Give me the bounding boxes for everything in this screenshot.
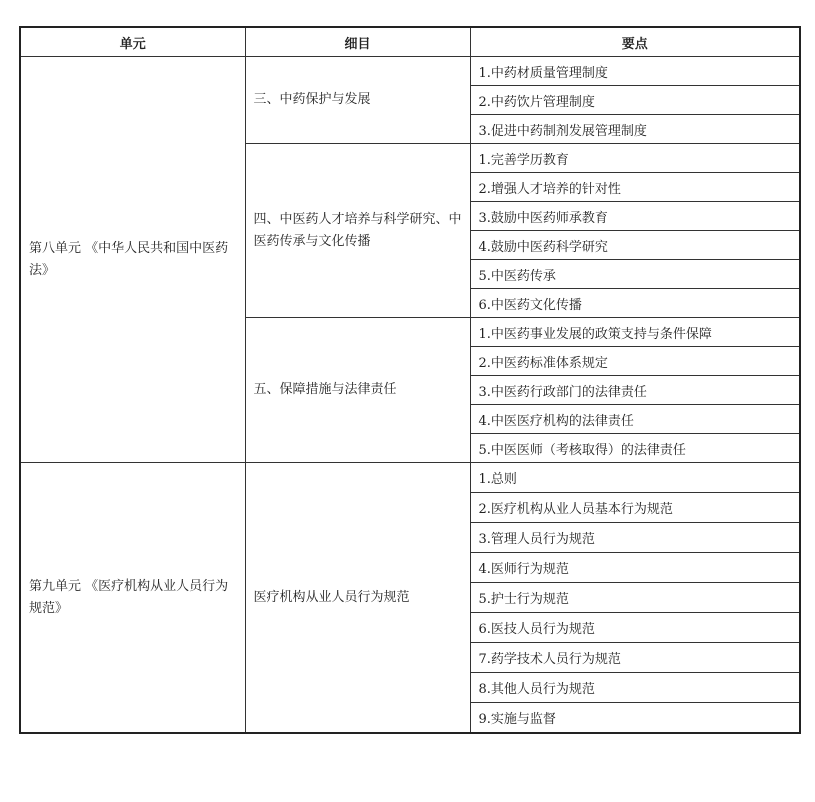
point-cell: 3.中医药行政部门的法律责任 [470,376,800,405]
header-unit: 单元 [20,27,245,57]
syllabus-table [19,26,801,734]
detail-cell: 医疗机构从业人员行为规范 [245,463,470,734]
point-cell: 5.中医医师（考核取得）的法律责任 [470,434,800,463]
header-detail: 细目 [245,27,470,57]
point-cell: 2.中医药标准体系规定 [470,347,800,376]
point-cell: 3.促进中药制剂发展管理制度 [470,115,800,144]
point-cell: 2.增强人才培养的针对性 [470,173,800,202]
point-cell: 4.鼓励中医药科学研究 [470,231,800,260]
point-cell: 1.中药材质量管理制度 [470,57,800,86]
point-cell: 3.管理人员行为规范 [470,523,800,553]
point-cell: 5.中医药传承 [470,260,800,289]
header-row [20,27,800,57]
detail-cell: 五、保障措施与法律责任 [245,318,470,463]
point-cell: 5.护士行为规范 [470,583,800,613]
header-points: 要点 [470,27,800,57]
point-cell: 2.医疗机构从业人员基本行为规范 [470,493,800,523]
unit-cell-9: 第九单元 《医疗机构从业人员行为规范》 [20,463,245,734]
table-row [20,57,800,86]
point-cell: 1.总则 [470,463,800,493]
point-cell: 2.中药饮片管理制度 [470,86,800,115]
point-cell: 6.中医药文化传播 [470,289,800,318]
point-cell: 7.药学技术人员行为规范 [470,643,800,673]
detail-cell: 四、中医药人才培养与科学研究、中医药传承与文化传播 [245,144,470,318]
point-cell: 1.中医药事业发展的政策支持与条件保障 [470,318,800,347]
point-cell: 8.其他人员行为规范 [470,673,800,703]
table-row [20,463,800,493]
point-cell: 4.医师行为规范 [470,553,800,583]
detail-cell: 三、中药保护与发展 [245,57,470,144]
point-cell: 3.鼓励中医药师承教育 [470,202,800,231]
point-cell: 4.中医医疗机构的法律责任 [470,405,800,434]
point-cell: 1.完善学历教育 [470,144,800,173]
point-cell: 9.实施与监督 [470,703,800,734]
point-cell: 6.医技人员行为规范 [470,613,800,643]
unit-cell-8: 第八单元 《中华人民共和国中医药法》 [20,57,245,463]
